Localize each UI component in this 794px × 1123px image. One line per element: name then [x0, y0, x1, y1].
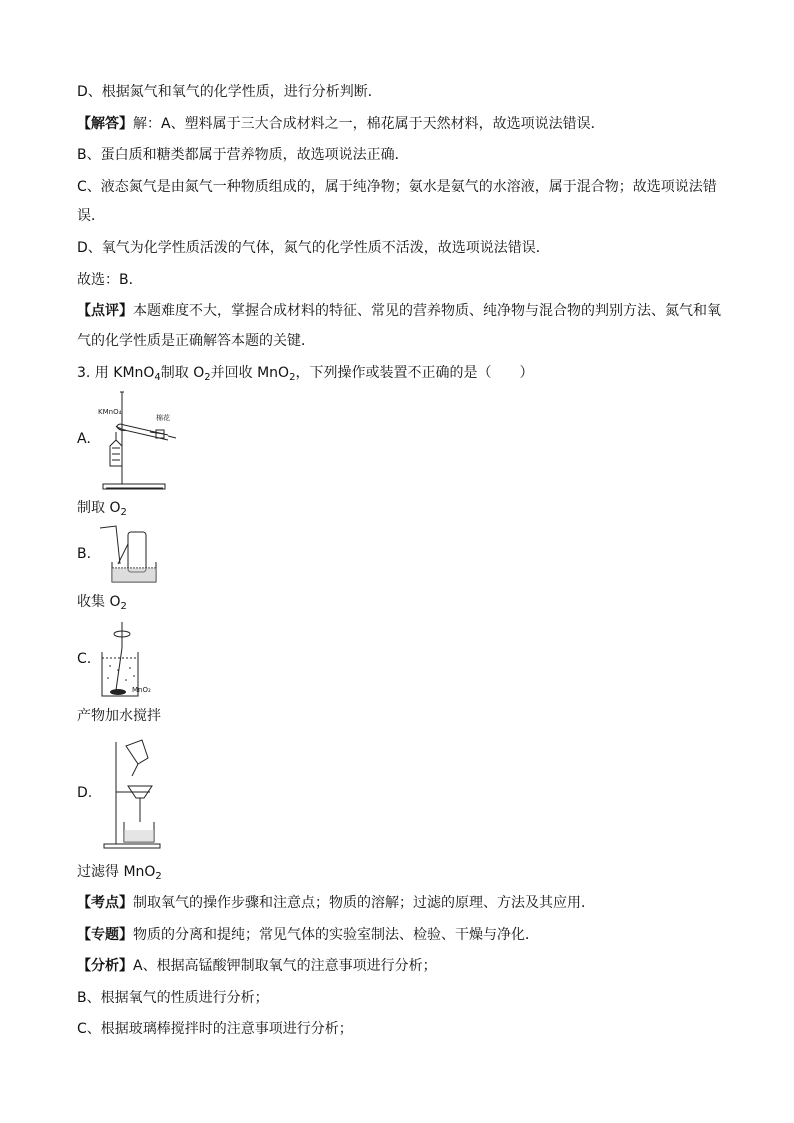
answer-tag: 【解答】 [77, 116, 133, 132]
option-a-caption-text: 制取 O [77, 500, 121, 516]
kaodian-text: 制取氧气的操作步骤和注意点；物质的溶解；过滤的原理、方法及其应用． [133, 895, 595, 911]
fenxi-text: A、根据高锰酸钾制取氧气的注意事项进行分析； [133, 958, 437, 974]
option-a-fig-label-kmno4: KMnO₄ [98, 408, 122, 416]
option-d-caption-text: 过滤得 MnO [77, 864, 156, 880]
question-3 [77, 363, 533, 383]
question-sub: 4 [154, 372, 161, 383]
option-b-figure [98, 524, 160, 584]
option-c-label: C. [77, 651, 92, 667]
fenxi-line-b: B、根据氧气的性质进行分析； [77, 990, 269, 1006]
option-b-caption [77, 592, 127, 612]
fenxi-line [77, 956, 437, 976]
option-d-label: D. [77, 785, 93, 801]
option-b-caption-sub: 2 [120, 601, 127, 612]
option-d-caption [77, 862, 162, 882]
answer-line-c: C、液态氮气是由氮气一种物质组成的，属于纯净物；氨水是氨气的水溶液，属于混合物；故选项说法错 [77, 179, 717, 195]
question-sub: 2 [289, 372, 296, 383]
zhuanti-text: 物质的分离和提纯；常见气体的实验室制法、检验、干燥与净化． [133, 927, 539, 943]
comment-line [77, 301, 721, 321]
comment-tag: 【点评】 [77, 303, 133, 319]
option-c-caption-text: 产物加水搅拌 [77, 708, 161, 724]
question-prefix: 3. 用 KMnO [77, 365, 155, 381]
comment-text: 本题难度不大，掌握合成材料的特征、常见的营养物质、纯净物与混合物的判别方法、氮气和氧 [133, 303, 721, 319]
zhuanti-line [77, 925, 539, 945]
question-mid: 并回收 MnO [210, 365, 290, 381]
zhuanti-tag: 【专题】 [77, 927, 133, 943]
option-b-caption-text: 收集 O [77, 594, 121, 610]
comment-line-cont: 气的化学性质是正确解答本题的关键． [77, 333, 315, 349]
kaodian-tag: 【考点】 [77, 895, 133, 911]
answer-line-d: D、氧气为化学性质活泼的气体，氮气的化学性质不活泼，故选项说法错误． [77, 240, 550, 256]
option-a-figure [98, 388, 178, 494]
answer-line-c-cont: 误． [77, 208, 105, 224]
fenxi-line-c: C、根据玻璃棒搅拌时的注意事项进行分析； [77, 1021, 353, 1037]
question-mid: 制取 O [160, 365, 205, 381]
option-c-fig-label-mno2: MnO₂ [132, 686, 151, 694]
answer-text: 解：A、塑料属于三大合成材料之一，棉花属于天然材料，故选项说法错误． [133, 116, 605, 132]
option-c-figure [98, 618, 160, 698]
answer-line [77, 114, 605, 134]
option-a-fig-label-cotton: 棉花 [156, 414, 170, 422]
fenxi-tag: 【分析】 [77, 958, 133, 974]
answer-choice: 故选：B． [77, 272, 143, 288]
option-d-figure [98, 738, 164, 852]
option-d-caption-sub: 2 [155, 871, 162, 882]
question-suffix: ，下列操作或装置不正确的是（ ） [295, 365, 534, 381]
question-sub: 2 [204, 372, 211, 383]
solution-line-d-hint: D、根据氮气和氧气的化学性质，进行分析判断． [77, 84, 382, 100]
option-b-label: B. [77, 546, 92, 562]
option-c-caption [77, 706, 161, 726]
option-a-caption [77, 498, 127, 518]
kaodian-line [77, 893, 595, 913]
option-a-label: A. [77, 431, 91, 447]
option-a-caption-sub: 2 [120, 507, 127, 518]
answer-line-b: B、蛋白质和糖类都属于营养物质，故选项说法正确． [77, 147, 409, 163]
